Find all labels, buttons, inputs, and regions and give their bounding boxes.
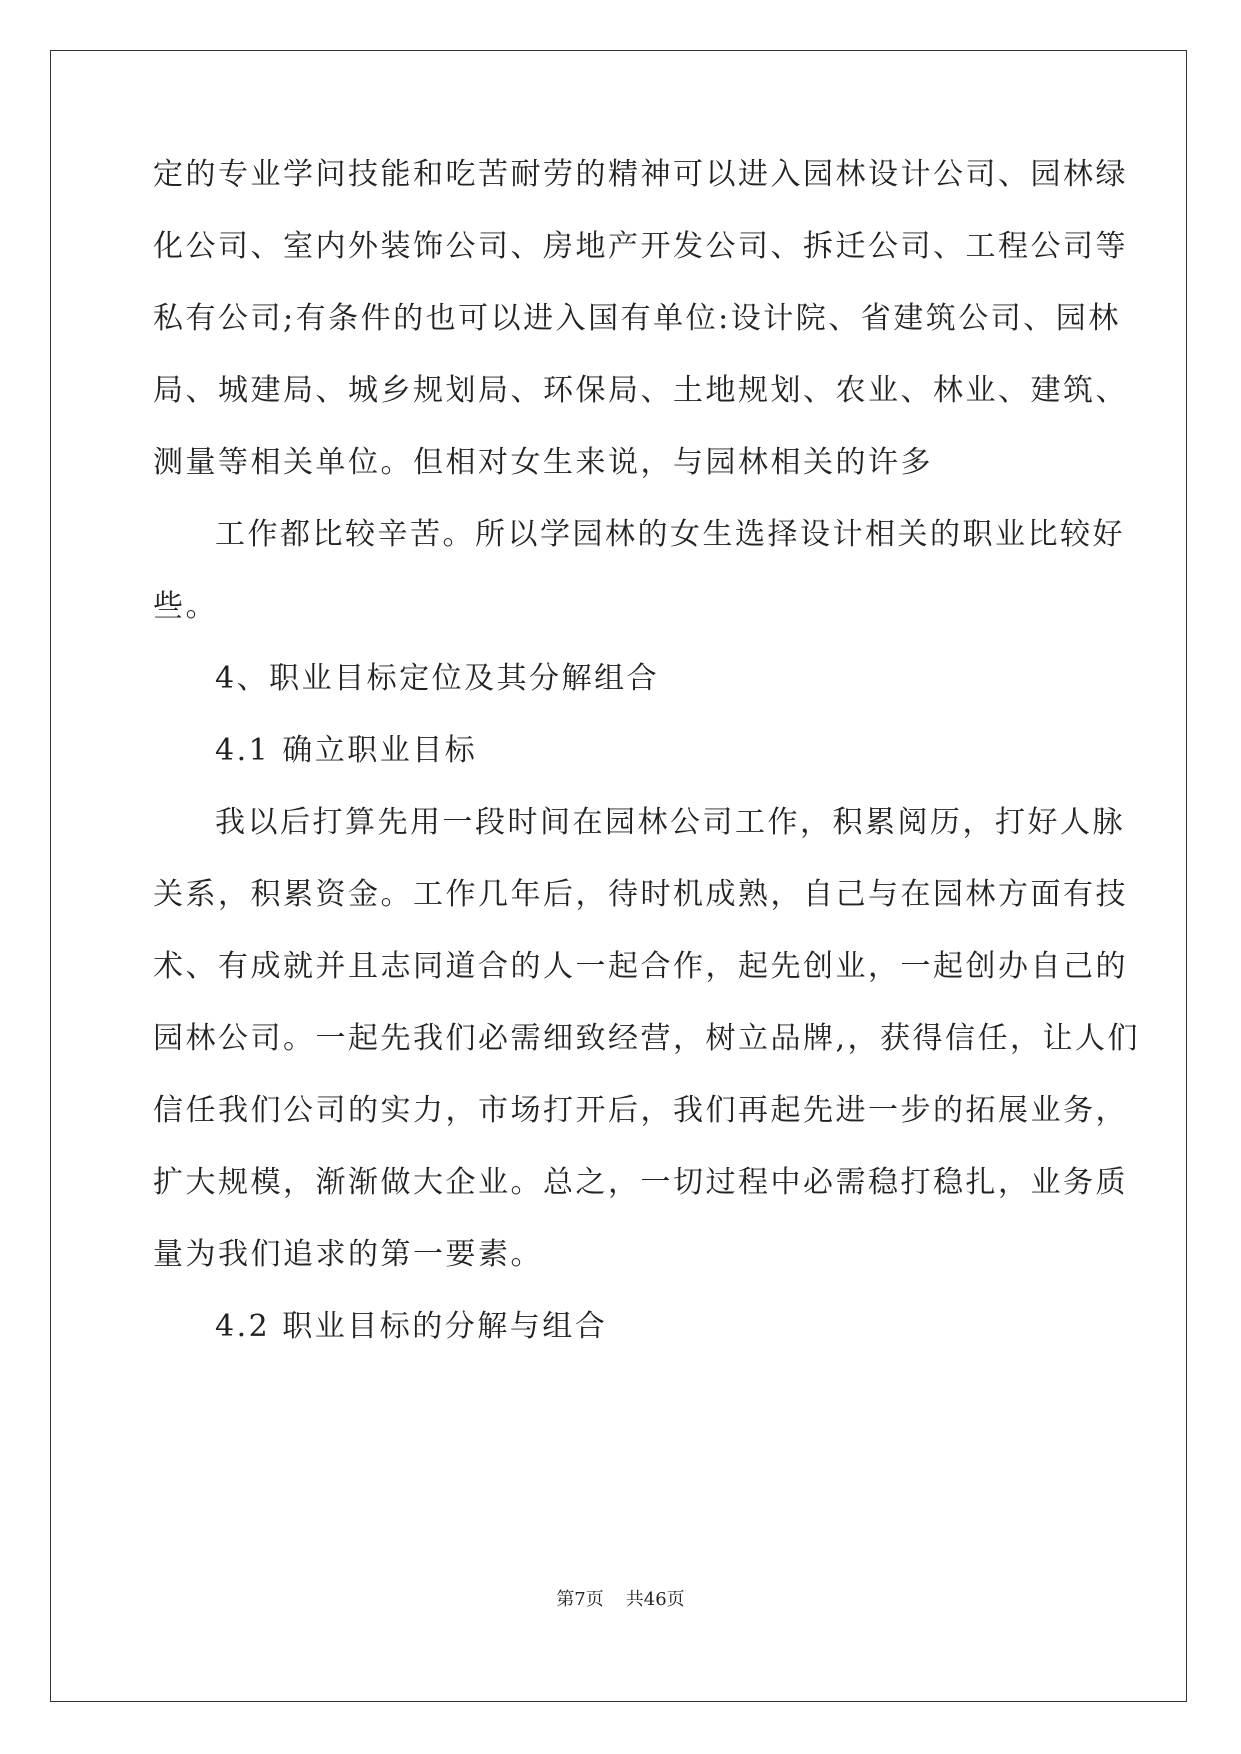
body-text-line: 扩大规模，渐渐做大企业。总之，一切过程中必需稳打稳扎，业务质 <box>153 1165 1128 1200</box>
body-text-line: 私有公司;有条件的也可以进入国有单位:设计院、省建筑公司、园林 <box>153 301 1121 336</box>
body-text-line: 测量等相关单位。但相对女生来说，与园林相关的许多 <box>153 445 933 480</box>
body-text-line: 化公司、室内外装饰公司、房地产开发公司、拆迁公司、工程公司等 <box>153 229 1128 264</box>
body-text-line: 定的专业学问技能和吃苦耐劳的精神可以进入园林设计公司、园林绿 <box>153 157 1128 192</box>
section-heading: 4、职业目标定位及其分解组合 <box>215 661 660 696</box>
body-text-line: 工作都比较辛苦。所以学园林的女生选择设计相关的职业比较好 <box>215 517 1125 552</box>
subsection-heading: 4.1 确立职业目标 <box>215 733 478 768</box>
page-number-total: 共46页 <box>625 1589 685 1610</box>
body-text-line: 信任我们公司的实力，市场打开后，我们再起先进一步的拓展业务， <box>153 1093 1128 1128</box>
page-footer <box>0 1588 1241 1612</box>
body-text-line: 量为我们追求的第一要素。 <box>153 1237 543 1272</box>
page-number-current: 第7页 <box>556 1589 604 1610</box>
body-text-line: 关系，积累资金。工作几年后，待时机成熟，自己与在园林方面有技 <box>153 877 1128 912</box>
subsection-heading: 4.2 职业目标的分解与组合 <box>215 1309 608 1344</box>
body-text-line: 我以后打算先用一段时间在园林公司工作，积累阅历，打好人脉 <box>215 805 1125 840</box>
body-text-line: 局、城建局、城乡规划局、环保局、土地规划、农业、林业、建筑、 <box>153 373 1128 408</box>
body-text-line: 些。 <box>153 589 218 624</box>
body-text-line: 园林公司。一起先我们必需细致经营，树立品牌,，获得信任，让人们 <box>153 1021 1141 1056</box>
body-text-line: 术、有成就并且志同道合的人一起合作，起先创业，一起创办自己的 <box>153 949 1128 984</box>
